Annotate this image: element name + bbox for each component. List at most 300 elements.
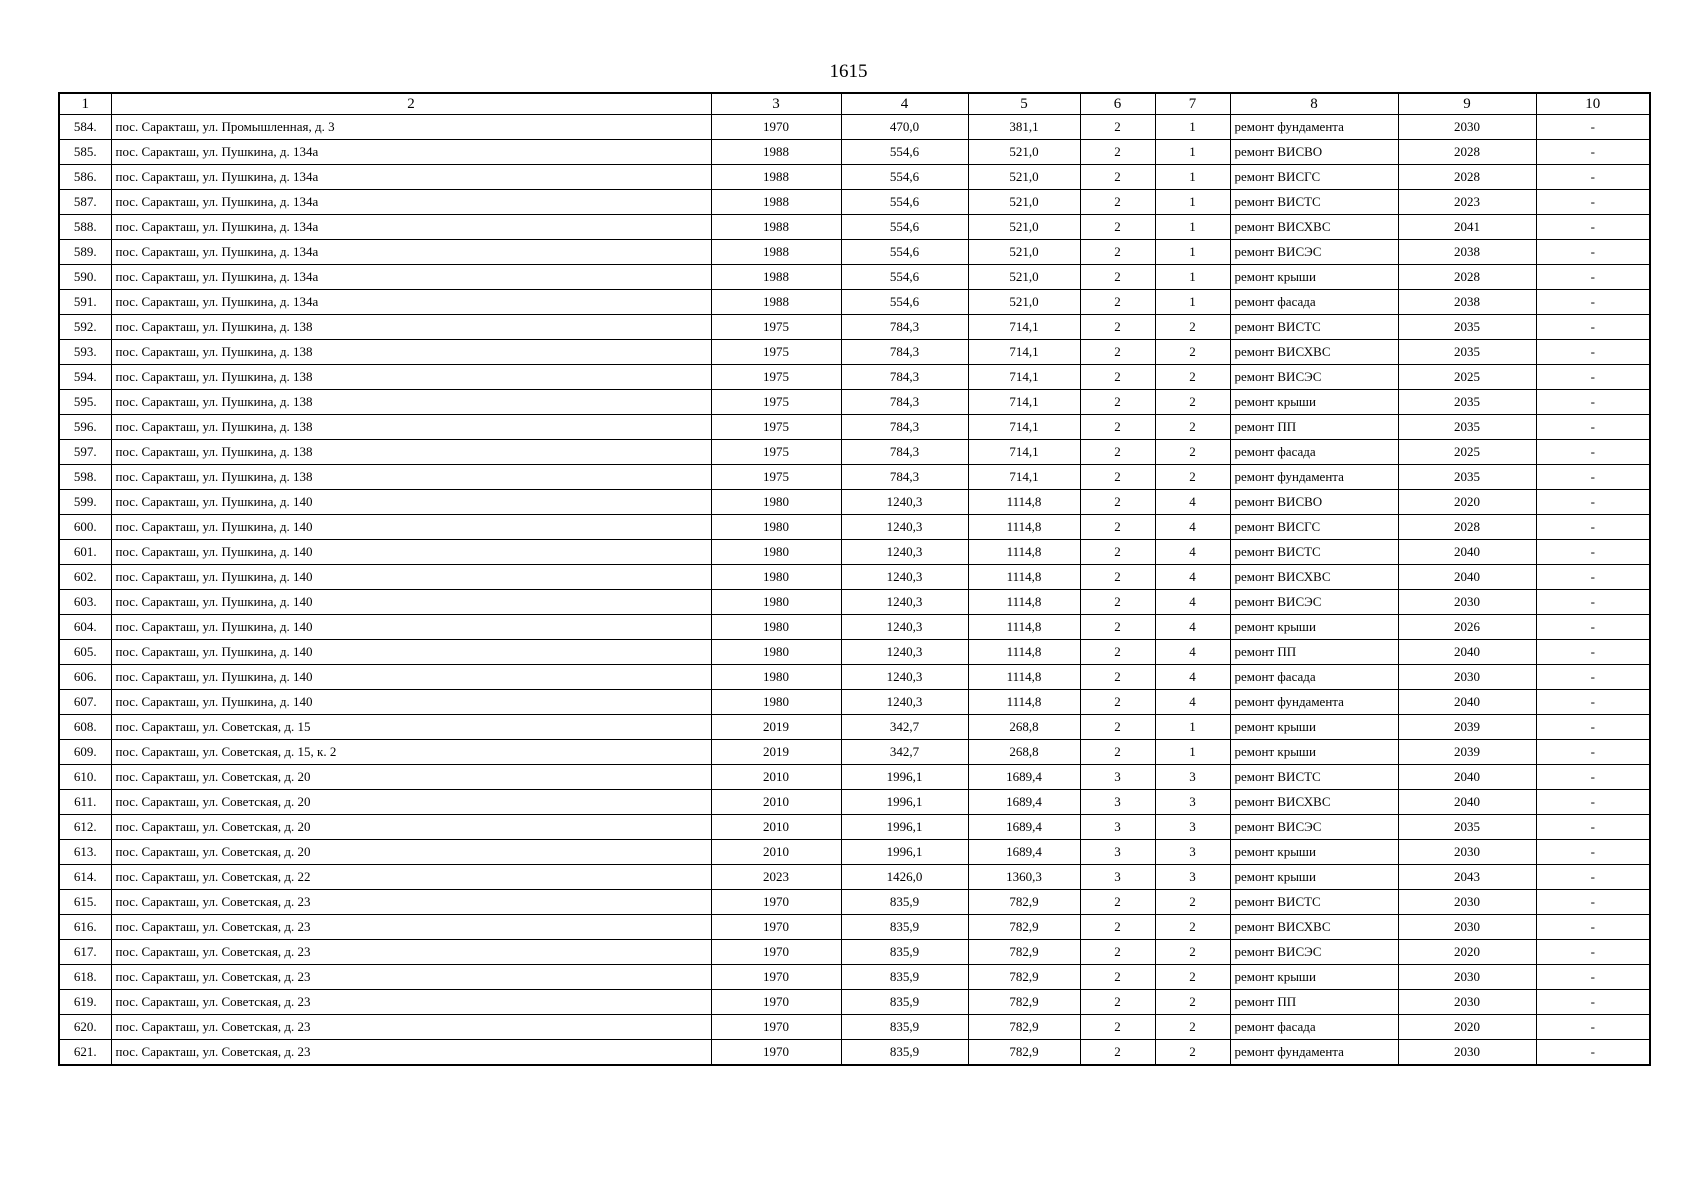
planned-year-cell: 2035 bbox=[1398, 390, 1536, 415]
entrances-cell: 2 bbox=[1155, 1015, 1230, 1040]
row-number-cell: 595. bbox=[59, 390, 111, 415]
column-header: 8 bbox=[1230, 93, 1398, 115]
note-cell: - bbox=[1536, 315, 1650, 340]
work-type-cell: ремонт фундамента bbox=[1230, 690, 1398, 715]
address-cell: пос. Саракташ, ул. Пушкина, д. 140 bbox=[111, 565, 711, 590]
floors-cell: 2 bbox=[1080, 990, 1155, 1015]
total-area-cell: 1996,1 bbox=[841, 790, 968, 815]
table-row bbox=[59, 940, 1650, 965]
year-cell: 1980 bbox=[711, 640, 841, 665]
entrances-cell: 1 bbox=[1155, 115, 1230, 140]
floors-cell: 2 bbox=[1080, 890, 1155, 915]
entrances-cell: 1 bbox=[1155, 215, 1230, 240]
address-cell: пос. Саракташ, ул. Пушкина, д. 138 bbox=[111, 365, 711, 390]
table-row bbox=[59, 965, 1650, 990]
row-number-cell: 617. bbox=[59, 940, 111, 965]
table-row bbox=[59, 240, 1650, 265]
planned-year-cell: 2020 bbox=[1398, 490, 1536, 515]
living-area-cell: 1114,8 bbox=[968, 590, 1080, 615]
table-row bbox=[59, 915, 1650, 940]
work-type-cell: ремонт крыши bbox=[1230, 390, 1398, 415]
total-area-cell: 1240,3 bbox=[841, 565, 968, 590]
planned-year-cell: 2040 bbox=[1398, 565, 1536, 590]
entrances-cell: 2 bbox=[1155, 365, 1230, 390]
address-cell: пос. Саракташ, ул. Пушкина, д. 134а bbox=[111, 190, 711, 215]
table-row bbox=[59, 640, 1650, 665]
year-cell: 1970 bbox=[711, 890, 841, 915]
floors-cell: 2 bbox=[1080, 440, 1155, 465]
row-number-cell: 588. bbox=[59, 215, 111, 240]
floors-cell: 2 bbox=[1080, 665, 1155, 690]
note-cell: - bbox=[1536, 965, 1650, 990]
living-area-cell: 521,0 bbox=[968, 265, 1080, 290]
year-cell: 1980 bbox=[711, 615, 841, 640]
work-type-cell: ремонт фасада bbox=[1230, 665, 1398, 690]
living-area-cell: 714,1 bbox=[968, 440, 1080, 465]
living-area-cell: 714,1 bbox=[968, 415, 1080, 440]
floors-cell: 2 bbox=[1080, 390, 1155, 415]
address-cell: пос. Саракташ, ул. Пушкина, д. 134а bbox=[111, 165, 711, 190]
floors-cell: 2 bbox=[1080, 715, 1155, 740]
row-number-cell: 592. bbox=[59, 315, 111, 340]
year-cell: 1970 bbox=[711, 965, 841, 990]
work-type-cell: ремонт ВИСХВС bbox=[1230, 565, 1398, 590]
work-type-cell: ремонт крыши bbox=[1230, 840, 1398, 865]
row-number-cell: 620. bbox=[59, 1015, 111, 1040]
entrances-cell: 2 bbox=[1155, 340, 1230, 365]
floors-cell: 2 bbox=[1080, 215, 1155, 240]
page-number: 1615 bbox=[829, 61, 868, 82]
floors-cell: 3 bbox=[1080, 840, 1155, 865]
floors-cell: 2 bbox=[1080, 290, 1155, 315]
note-cell: - bbox=[1536, 115, 1650, 140]
work-type-cell: ремонт ВИСЭС bbox=[1230, 365, 1398, 390]
total-area-cell: 342,7 bbox=[841, 740, 968, 765]
floors-cell: 2 bbox=[1080, 1040, 1155, 1066]
row-number-cell: 616. bbox=[59, 915, 111, 940]
note-cell: - bbox=[1536, 390, 1650, 415]
note-cell: - bbox=[1536, 465, 1650, 490]
floors-cell: 2 bbox=[1080, 915, 1155, 940]
planned-year-cell: 2043 bbox=[1398, 865, 1536, 890]
row-number-cell: 603. bbox=[59, 590, 111, 615]
table-row bbox=[59, 165, 1650, 190]
note-cell: - bbox=[1536, 365, 1650, 390]
table-row bbox=[59, 315, 1650, 340]
note-cell: - bbox=[1536, 515, 1650, 540]
year-cell: 2010 bbox=[711, 765, 841, 790]
total-area-cell: 784,3 bbox=[841, 415, 968, 440]
year-cell: 1980 bbox=[711, 490, 841, 515]
address-cell: пос. Саракташ, ул. Пушкина, д. 140 bbox=[111, 540, 711, 565]
table-row bbox=[59, 365, 1650, 390]
total-area-cell: 784,3 bbox=[841, 465, 968, 490]
column-header: 9 bbox=[1398, 93, 1536, 115]
year-cell: 1988 bbox=[711, 265, 841, 290]
address-cell: пос. Саракташ, ул. Пушкина, д. 140 bbox=[111, 640, 711, 665]
living-area-cell: 782,9 bbox=[968, 990, 1080, 1015]
work-type-cell: ремонт ВИСТС bbox=[1230, 315, 1398, 340]
entrances-cell: 4 bbox=[1155, 690, 1230, 715]
work-type-cell: ремонт крыши bbox=[1230, 865, 1398, 890]
entrances-cell: 2 bbox=[1155, 890, 1230, 915]
total-area-cell: 835,9 bbox=[841, 915, 968, 940]
entrances-cell: 4 bbox=[1155, 640, 1230, 665]
work-type-cell: ремонт фасада bbox=[1230, 1015, 1398, 1040]
total-area-cell: 784,3 bbox=[841, 440, 968, 465]
total-area-cell: 1240,3 bbox=[841, 540, 968, 565]
planned-year-cell: 2038 bbox=[1398, 240, 1536, 265]
column-header: 3 bbox=[711, 93, 841, 115]
floors-cell: 2 bbox=[1080, 165, 1155, 190]
address-cell: пос. Саракташ, ул. Советская, д. 23 bbox=[111, 940, 711, 965]
work-type-cell: ремонт ВИСГС bbox=[1230, 165, 1398, 190]
table-row bbox=[59, 990, 1650, 1015]
address-cell: пос. Саракташ, ул. Пушкина, д. 138 bbox=[111, 390, 711, 415]
note-cell: - bbox=[1536, 240, 1650, 265]
column-header: 4 bbox=[841, 93, 968, 115]
total-area-cell: 1996,1 bbox=[841, 815, 968, 840]
work-type-cell: ремонт ПП bbox=[1230, 990, 1398, 1015]
floors-cell: 2 bbox=[1080, 490, 1155, 515]
planned-year-cell: 2035 bbox=[1398, 415, 1536, 440]
planned-year-cell: 2035 bbox=[1398, 340, 1536, 365]
address-cell: пос. Саракташ, ул. Советская, д. 23 bbox=[111, 990, 711, 1015]
year-cell: 1980 bbox=[711, 565, 841, 590]
column-header: 5 bbox=[968, 93, 1080, 115]
floors-cell: 2 bbox=[1080, 315, 1155, 340]
entrances-cell: 4 bbox=[1155, 665, 1230, 690]
note-cell: - bbox=[1536, 1040, 1650, 1066]
planned-year-cell: 2035 bbox=[1398, 815, 1536, 840]
address-cell: пос. Саракташ, ул. Пушкина, д. 140 bbox=[111, 515, 711, 540]
table-row bbox=[59, 765, 1650, 790]
note-cell: - bbox=[1536, 265, 1650, 290]
work-type-cell: ремонт ВИСТС bbox=[1230, 540, 1398, 565]
address-cell: пос. Саракташ, ул. Советская, д. 23 bbox=[111, 965, 711, 990]
entrances-cell: 4 bbox=[1155, 615, 1230, 640]
table-row bbox=[59, 265, 1650, 290]
work-type-cell: ремонт крыши bbox=[1230, 965, 1398, 990]
work-type-cell: ремонт ПП bbox=[1230, 640, 1398, 665]
planned-year-cell: 2040 bbox=[1398, 690, 1536, 715]
living-area-cell: 521,0 bbox=[968, 190, 1080, 215]
entrances-cell: 2 bbox=[1155, 990, 1230, 1015]
address-cell: пос. Саракташ, ул. Советская, д. 23 bbox=[111, 1040, 711, 1066]
note-cell: - bbox=[1536, 215, 1650, 240]
total-area-cell: 1240,3 bbox=[841, 640, 968, 665]
year-cell: 1988 bbox=[711, 140, 841, 165]
total-area-cell: 1996,1 bbox=[841, 840, 968, 865]
floors-cell: 3 bbox=[1080, 765, 1155, 790]
planned-year-cell: 2040 bbox=[1398, 765, 1536, 790]
living-area-cell: 714,1 bbox=[968, 340, 1080, 365]
planned-year-cell: 2030 bbox=[1398, 990, 1536, 1015]
total-area-cell: 554,6 bbox=[841, 190, 968, 215]
row-number-cell: 585. bbox=[59, 140, 111, 165]
table-row bbox=[59, 190, 1650, 215]
table-header-row bbox=[59, 93, 1650, 115]
living-area-cell: 381,1 bbox=[968, 115, 1080, 140]
planned-year-cell: 2020 bbox=[1398, 940, 1536, 965]
row-number-cell: 613. bbox=[59, 840, 111, 865]
total-area-cell: 1426,0 bbox=[841, 865, 968, 890]
row-number-cell: 610. bbox=[59, 765, 111, 790]
living-area-cell: 268,8 bbox=[968, 715, 1080, 740]
work-type-cell: ремонт фундамента bbox=[1230, 465, 1398, 490]
year-cell: 1980 bbox=[711, 515, 841, 540]
total-area-cell: 835,9 bbox=[841, 965, 968, 990]
floors-cell: 3 bbox=[1080, 790, 1155, 815]
year-cell: 1980 bbox=[711, 665, 841, 690]
address-cell: пос. Саракташ, ул. Пушкина, д. 134а bbox=[111, 265, 711, 290]
table-body bbox=[59, 115, 1650, 1066]
entrances-cell: 4 bbox=[1155, 515, 1230, 540]
year-cell: 1970 bbox=[711, 990, 841, 1015]
floors-cell: 3 bbox=[1080, 865, 1155, 890]
work-type-cell: ремонт ВИСВО bbox=[1230, 140, 1398, 165]
table-row bbox=[59, 840, 1650, 865]
row-number-cell: 600. bbox=[59, 515, 111, 540]
year-cell: 1988 bbox=[711, 215, 841, 240]
planned-year-cell: 2039 bbox=[1398, 740, 1536, 765]
year-cell: 2023 bbox=[711, 865, 841, 890]
planned-year-cell: 2028 bbox=[1398, 515, 1536, 540]
total-area-cell: 1240,3 bbox=[841, 665, 968, 690]
floors-cell: 2 bbox=[1080, 115, 1155, 140]
table-row bbox=[59, 390, 1650, 415]
year-cell: 2019 bbox=[711, 740, 841, 765]
year-cell: 2010 bbox=[711, 840, 841, 865]
note-cell: - bbox=[1536, 940, 1650, 965]
work-type-cell: ремонт ВИСХВС bbox=[1230, 340, 1398, 365]
living-area-cell: 1689,4 bbox=[968, 765, 1080, 790]
table-row bbox=[59, 790, 1650, 815]
year-cell: 1970 bbox=[711, 115, 841, 140]
row-number-cell: 607. bbox=[59, 690, 111, 715]
address-cell: пос. Саракташ, ул. Советская, д. 20 bbox=[111, 840, 711, 865]
note-cell: - bbox=[1536, 715, 1650, 740]
entrances-cell: 2 bbox=[1155, 915, 1230, 940]
work-type-cell: ремонт ВИСЭС bbox=[1230, 815, 1398, 840]
floors-cell: 2 bbox=[1080, 640, 1155, 665]
work-type-cell: ремонт ПП bbox=[1230, 415, 1398, 440]
year-cell: 1988 bbox=[711, 290, 841, 315]
entrances-cell: 3 bbox=[1155, 790, 1230, 815]
total-area-cell: 784,3 bbox=[841, 365, 968, 390]
address-cell: пос. Саракташ, ул. Пушкина, д. 138 bbox=[111, 415, 711, 440]
year-cell: 1980 bbox=[711, 590, 841, 615]
entrances-cell: 2 bbox=[1155, 315, 1230, 340]
planned-year-cell: 2028 bbox=[1398, 265, 1536, 290]
total-area-cell: 554,6 bbox=[841, 240, 968, 265]
note-cell: - bbox=[1536, 765, 1650, 790]
total-area-cell: 784,3 bbox=[841, 340, 968, 365]
total-area-cell: 342,7 bbox=[841, 715, 968, 740]
planned-year-cell: 2040 bbox=[1398, 640, 1536, 665]
work-type-cell: ремонт фасада bbox=[1230, 440, 1398, 465]
entrances-cell: 1 bbox=[1155, 740, 1230, 765]
row-number-cell: 621. bbox=[59, 1040, 111, 1066]
living-area-cell: 1689,4 bbox=[968, 840, 1080, 865]
floors-cell: 2 bbox=[1080, 740, 1155, 765]
planned-year-cell: 2038 bbox=[1398, 290, 1536, 315]
table-row bbox=[59, 590, 1650, 615]
planned-year-cell: 2039 bbox=[1398, 715, 1536, 740]
total-area-cell: 1240,3 bbox=[841, 690, 968, 715]
row-number-cell: 599. bbox=[59, 490, 111, 515]
entrances-cell: 4 bbox=[1155, 565, 1230, 590]
row-number-cell: 615. bbox=[59, 890, 111, 915]
table-row bbox=[59, 690, 1650, 715]
note-cell: - bbox=[1536, 440, 1650, 465]
column-header: 10 bbox=[1536, 93, 1650, 115]
floors-cell: 2 bbox=[1080, 565, 1155, 590]
planned-year-cell: 2040 bbox=[1398, 790, 1536, 815]
table-row bbox=[59, 890, 1650, 915]
entrances-cell: 3 bbox=[1155, 840, 1230, 865]
address-cell: пос. Саракташ, ул. Советская, д. 15, к. 2 bbox=[111, 740, 711, 765]
work-type-cell: ремонт крыши bbox=[1230, 740, 1398, 765]
living-area-cell: 714,1 bbox=[968, 390, 1080, 415]
address-cell: пос. Саракташ, ул. Пушкина, д. 134а bbox=[111, 140, 711, 165]
year-cell: 1970 bbox=[711, 940, 841, 965]
planned-year-cell: 2030 bbox=[1398, 915, 1536, 940]
work-type-cell: ремонт крыши bbox=[1230, 265, 1398, 290]
note-cell: - bbox=[1536, 740, 1650, 765]
address-cell: пос. Саракташ, ул. Советская, д. 22 bbox=[111, 865, 711, 890]
entrances-cell: 2 bbox=[1155, 1040, 1230, 1066]
table-row bbox=[59, 140, 1650, 165]
row-number-cell: 594. bbox=[59, 365, 111, 390]
note-cell: - bbox=[1536, 665, 1650, 690]
work-type-cell: ремонт фундамента bbox=[1230, 115, 1398, 140]
living-area-cell: 782,9 bbox=[968, 965, 1080, 990]
column-header: 2 bbox=[111, 93, 711, 115]
row-number-cell: 587. bbox=[59, 190, 111, 215]
planned-year-cell: 2030 bbox=[1398, 115, 1536, 140]
note-cell: - bbox=[1536, 290, 1650, 315]
year-cell: 1980 bbox=[711, 540, 841, 565]
living-area-cell: 1360,3 bbox=[968, 865, 1080, 890]
row-number-cell: 618. bbox=[59, 965, 111, 990]
floors-cell: 2 bbox=[1080, 415, 1155, 440]
entrances-cell: 2 bbox=[1155, 415, 1230, 440]
floors-cell: 2 bbox=[1080, 690, 1155, 715]
row-number-cell: 601. bbox=[59, 540, 111, 565]
row-number-cell: 602. bbox=[59, 565, 111, 590]
floors-cell: 2 bbox=[1080, 590, 1155, 615]
table-row bbox=[59, 490, 1650, 515]
address-cell: пос. Саракташ, ул. Пушкина, д. 134а bbox=[111, 215, 711, 240]
floors-cell: 2 bbox=[1080, 940, 1155, 965]
total-area-cell: 835,9 bbox=[841, 890, 968, 915]
note-cell: - bbox=[1536, 690, 1650, 715]
planned-year-cell: 2028 bbox=[1398, 140, 1536, 165]
total-area-cell: 1996,1 bbox=[841, 765, 968, 790]
row-number-cell: 619. bbox=[59, 990, 111, 1015]
year-cell: 1975 bbox=[711, 415, 841, 440]
entrances-cell: 3 bbox=[1155, 765, 1230, 790]
note-cell: - bbox=[1536, 565, 1650, 590]
total-area-cell: 1240,3 bbox=[841, 515, 968, 540]
entrances-cell: 2 bbox=[1155, 465, 1230, 490]
address-cell: пос. Саракташ, ул. Пушкина, д. 140 bbox=[111, 615, 711, 640]
row-number-cell: 591. bbox=[59, 290, 111, 315]
entrances-cell: 4 bbox=[1155, 490, 1230, 515]
work-type-cell: ремонт фундамента bbox=[1230, 1040, 1398, 1066]
year-cell: 1975 bbox=[711, 315, 841, 340]
column-header: 7 bbox=[1155, 93, 1230, 115]
row-number-cell: 606. bbox=[59, 665, 111, 690]
floors-cell: 3 bbox=[1080, 815, 1155, 840]
floors-cell: 2 bbox=[1080, 340, 1155, 365]
table-row bbox=[59, 865, 1650, 890]
note-cell: - bbox=[1536, 890, 1650, 915]
floors-cell: 2 bbox=[1080, 515, 1155, 540]
planned-year-cell: 2026 bbox=[1398, 615, 1536, 640]
address-cell: пос. Саракташ, ул. Советская, д. 15 bbox=[111, 715, 711, 740]
total-area-cell: 835,9 bbox=[841, 1015, 968, 1040]
living-area-cell: 782,9 bbox=[968, 1040, 1080, 1066]
address-cell: пос. Саракташ, ул. Советская, д. 23 bbox=[111, 890, 711, 915]
planned-year-cell: 2035 bbox=[1398, 315, 1536, 340]
address-cell: пос. Саракташ, ул. Пушкина, д. 140 bbox=[111, 590, 711, 615]
row-number-cell: 590. bbox=[59, 265, 111, 290]
entrances-cell: 2 bbox=[1155, 965, 1230, 990]
living-area-cell: 714,1 bbox=[968, 465, 1080, 490]
total-area-cell: 470,0 bbox=[841, 115, 968, 140]
table-row bbox=[59, 215, 1650, 240]
note-cell: - bbox=[1536, 615, 1650, 640]
entrances-cell: 2 bbox=[1155, 440, 1230, 465]
planned-year-cell: 2040 bbox=[1398, 540, 1536, 565]
note-cell: - bbox=[1536, 990, 1650, 1015]
living-area-cell: 1114,8 bbox=[968, 640, 1080, 665]
entrances-cell: 4 bbox=[1155, 590, 1230, 615]
planned-year-cell: 2030 bbox=[1398, 1040, 1536, 1066]
note-cell: - bbox=[1536, 640, 1650, 665]
total-area-cell: 554,6 bbox=[841, 140, 968, 165]
column-header: 6 bbox=[1080, 93, 1155, 115]
address-cell: пос. Саракташ, ул. Советская, д. 23 bbox=[111, 915, 711, 940]
note-cell: - bbox=[1536, 165, 1650, 190]
table-row bbox=[59, 665, 1650, 690]
work-type-cell: ремонт ВИСТС bbox=[1230, 890, 1398, 915]
address-cell: пос. Саракташ, ул. Пушкина, д. 134а bbox=[111, 290, 711, 315]
table-row bbox=[59, 1040, 1650, 1066]
planned-year-cell: 2025 bbox=[1398, 440, 1536, 465]
work-type-cell: ремонт ВИСГС bbox=[1230, 515, 1398, 540]
total-area-cell: 1240,3 bbox=[841, 490, 968, 515]
floors-cell: 2 bbox=[1080, 1015, 1155, 1040]
repair-schedule-table bbox=[58, 92, 1651, 1066]
work-type-cell: ремонт ВИСХВС bbox=[1230, 790, 1398, 815]
year-cell: 1970 bbox=[711, 1015, 841, 1040]
planned-year-cell: 2030 bbox=[1398, 665, 1536, 690]
row-number-cell: 604. bbox=[59, 615, 111, 640]
table-row bbox=[59, 540, 1650, 565]
table-row bbox=[59, 465, 1650, 490]
living-area-cell: 782,9 bbox=[968, 1015, 1080, 1040]
living-area-cell: 521,0 bbox=[968, 240, 1080, 265]
note-cell: - bbox=[1536, 490, 1650, 515]
address-cell: пос. Саракташ, ул. Пушкина, д. 140 bbox=[111, 490, 711, 515]
address-cell: пос. Саракташ, ул. Пушкина, д. 134а bbox=[111, 240, 711, 265]
year-cell: 1975 bbox=[711, 465, 841, 490]
entrances-cell: 3 bbox=[1155, 865, 1230, 890]
table-row bbox=[59, 565, 1650, 590]
